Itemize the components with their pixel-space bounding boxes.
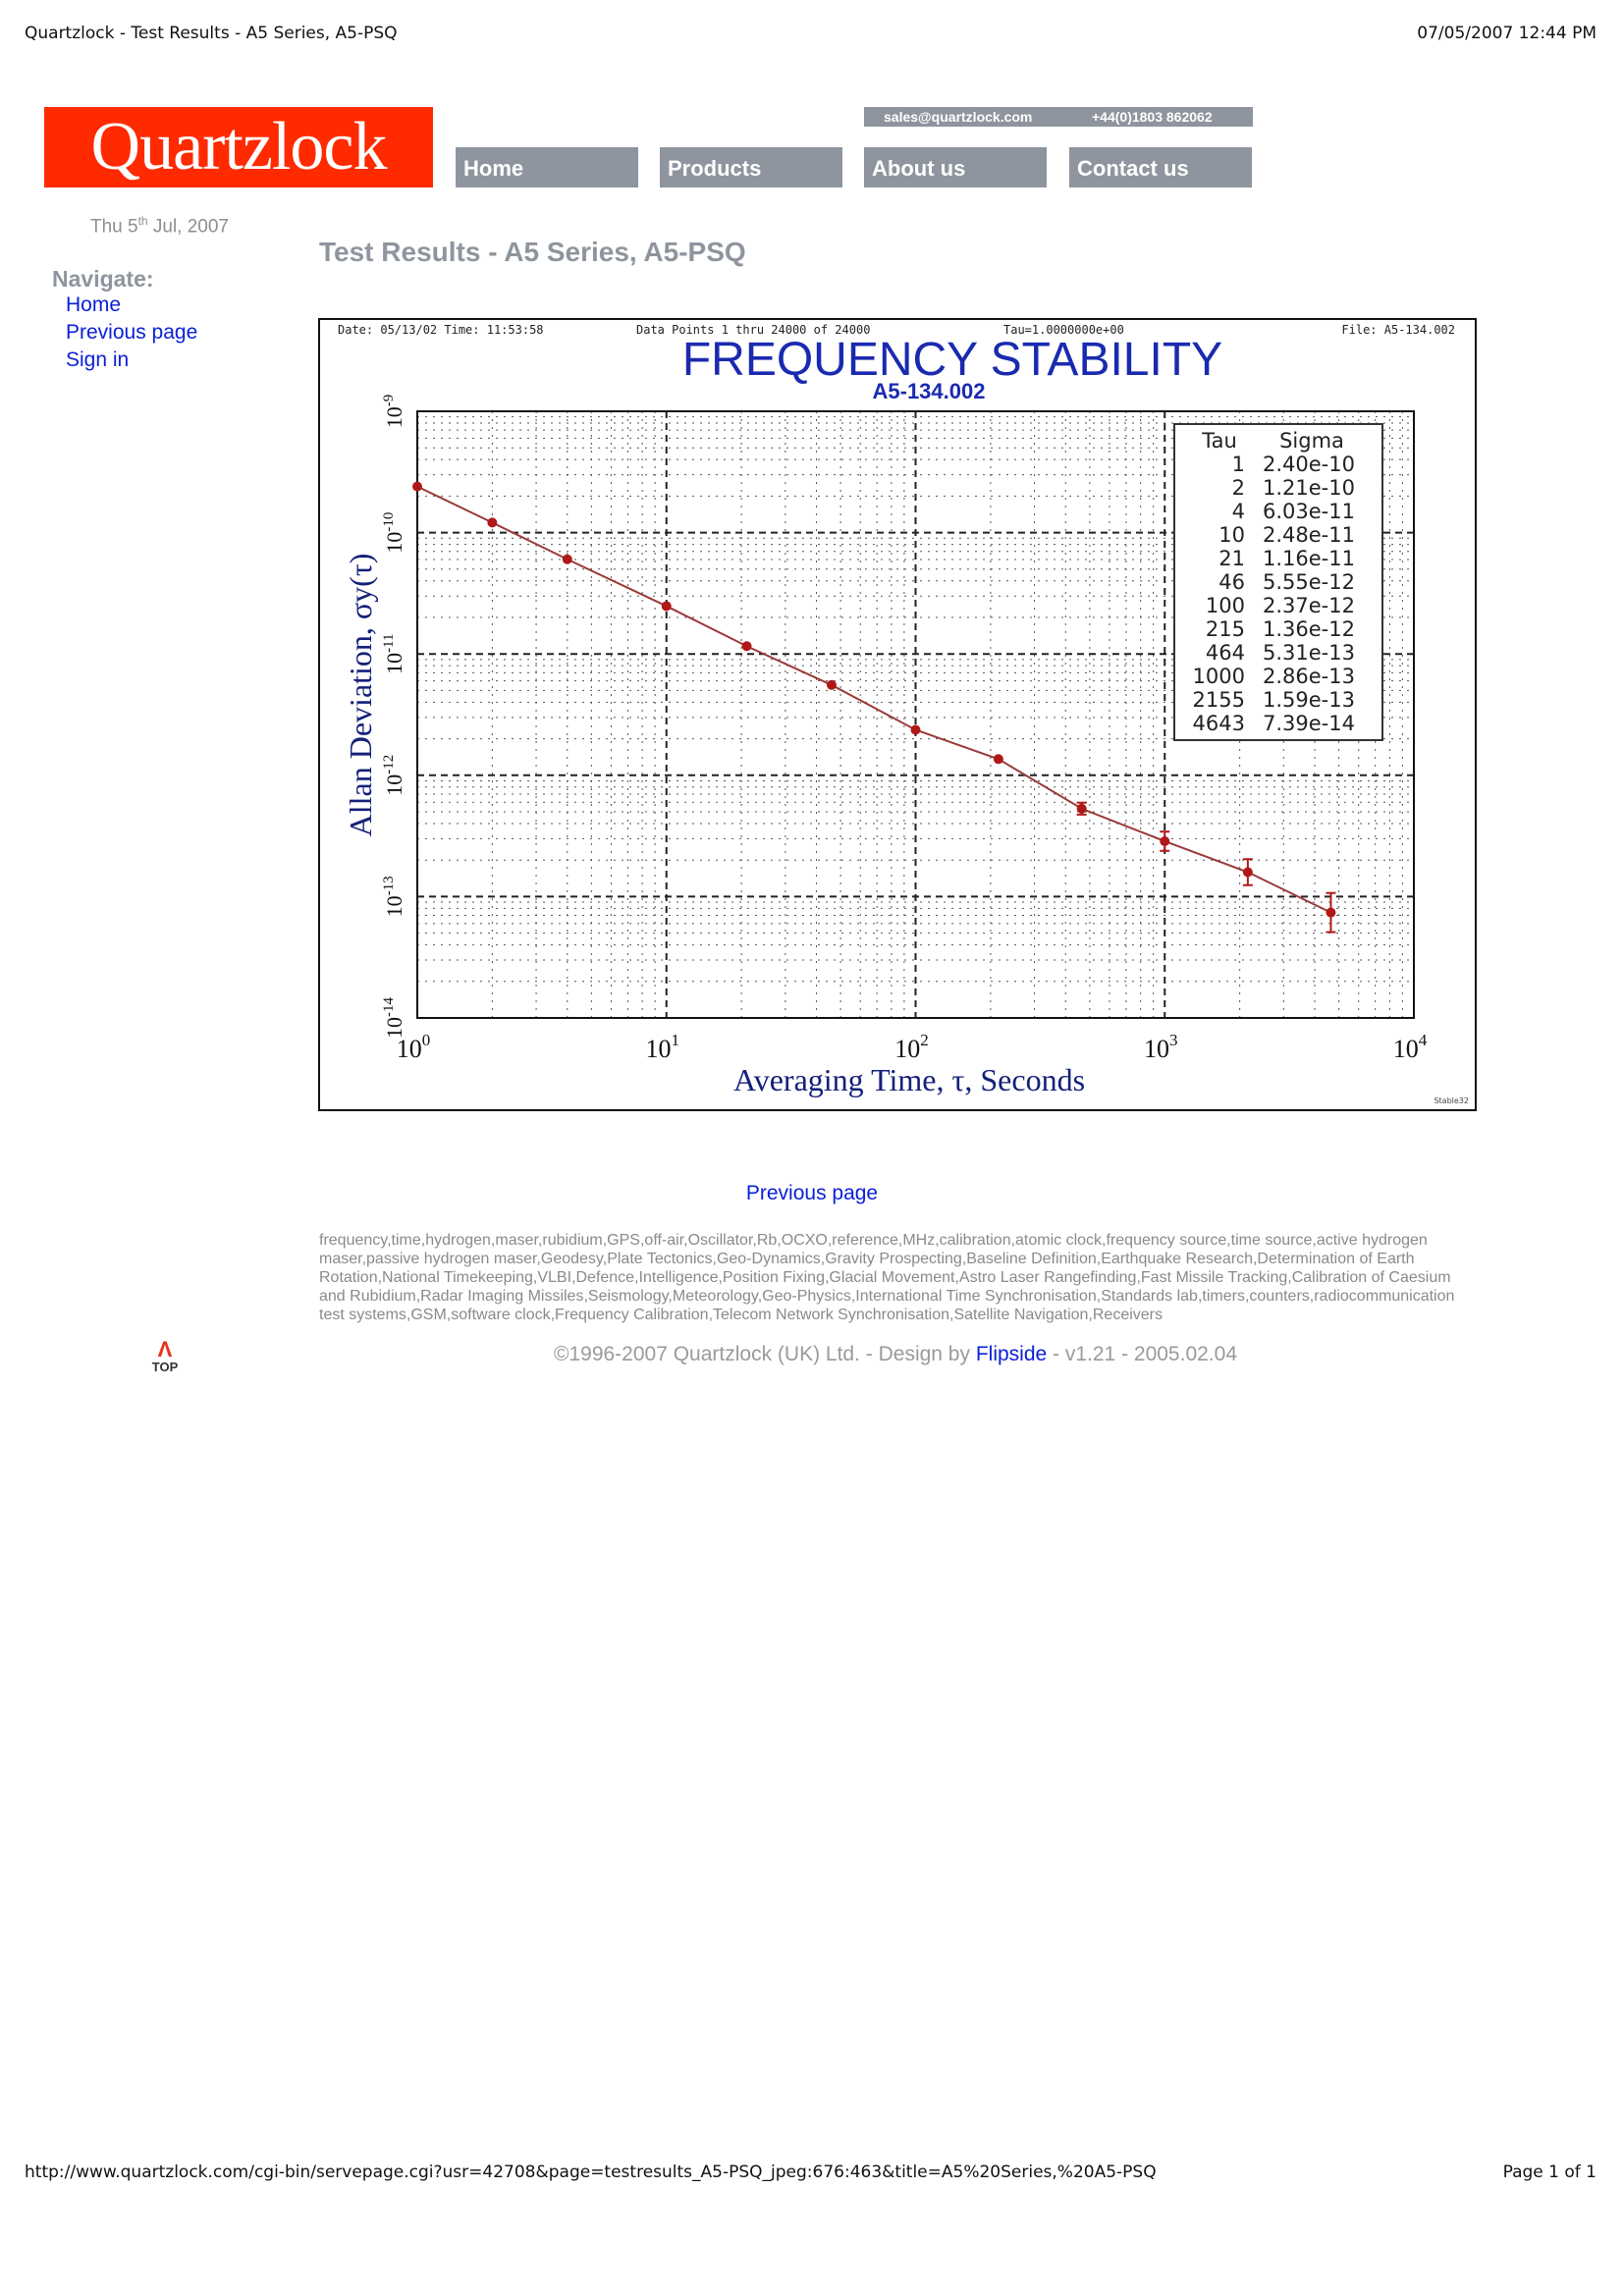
svg-text:100: $10^0$ [396,1031,431,1063]
svg-text:1.21e-10: 1.21e-10 [1263,476,1355,500]
svg-text:4: 4 [1231,500,1245,523]
svg-text:2155: 2155 [1192,688,1245,712]
nav-home[interactable]: Home [456,147,638,187]
back-to-top-button[interactable]: Λ TOP [145,1340,185,1374]
svg-text:10: 10 [1218,523,1245,547]
svg-text:10-14: $10^{-14}$ [381,997,406,1039]
sidebar-link-sign-in[interactable]: Sign in [66,348,130,371]
svg-text:10-13: $10^{-13}$ [381,876,406,918]
svg-text:10-11: $10^{-11}$ [381,633,406,674]
svg-text:2: 2 [1231,476,1245,500]
page-title: Test Results - A5 Series, A5-PSQ [319,237,746,267]
svg-text:7.39e-14: 7.39e-14 [1263,712,1355,735]
svg-text:6.03e-11: 6.03e-11 [1263,500,1355,523]
svg-text:101: $10^1$ [645,1031,679,1063]
svg-text:Stable32: Stable32 [1434,1096,1469,1105]
svg-text:File: A5-134.002: File: A5-134.002 [1341,323,1455,337]
svg-text:103: $10^3$ [1144,1031,1178,1063]
sidebar-link-home[interactable]: Home [66,294,122,316]
svg-text:Sigma: Sigma [1279,429,1344,453]
copyright: ©1996-2007 Quartzlock (UK) Ltd. - Design by Flipside - v1.21 - 2005.02.04 [553,1343,1238,1365]
print-footer-page: Page 1 of 1 [1502,2163,1597,2182]
svg-text:2.86e-13: 2.86e-13 [1263,665,1355,688]
svg-text:4643: 4643 [1192,712,1245,735]
svg-text:1.16e-11: 1.16e-11 [1263,547,1355,570]
quartzlock-logo[interactable]: Quartzlock [44,107,433,187]
current-date: Thu 5th Jul, 2007 [90,214,230,238]
svg-text:2.40e-10: 2.40e-10 [1263,453,1355,476]
print-footer-url: http://www.quartzlock.com/cgi-bin/servepage.cgi?usr=42708&page=testresults_A5-PSQ_jpeg:676:463&title=A5%20Series,%20A5-PSQ [25,2163,1157,2182]
svg-text:1.36e-12: 1.36e-12 [1263,617,1355,641]
svg-text:Averaging Time, τ, Seconds: Averaging Time, τ, Seconds [732,1062,1086,1097]
svg-text:Data Points 1 thru 24000 of 24: Data Points 1 thru 24000 of 24000 [636,323,871,337]
svg-text:102: $10^2$ [894,1031,929,1063]
svg-text:10-10: $10^{-10}$ [381,511,406,554]
svg-text:2.37e-12: 2.37e-12 [1263,594,1355,617]
svg-text:10-12: $10^{-12}$ [381,754,406,796]
keywords-text: frequency,time,hydrogen,maser,rubidium,GPS,off-air,Oscillator,Rb,OCXO,reference,MHz,calibration,atomic clock,frequency source,time source,active hydrogen maser,passive hydrogen maser,Geodesy,Plate Tectonics,Geo-Dynamics,Gravity Prospecting,Baseline Definition,Earthquake Research,Determination of Earth Rotation,National Timekeeping,VLBI,Defence,Intelligence,Position Fixing,Glacial Movement,Astro Laser Rangefinding,Fast Missile Tracking,Calibration of Caesium and Rubidium,Radar Imaging Missiles,Seismology,Meteorology,Geo-Physics,International Time Synchronisation,Standards lab,timers,counters,radiocommunication test systems,GSM,software clock,Frequency Calibration,Telecom Network Synchronisation,Satellite Navigation,Receivers [319,1232,1455,1323]
sidebar-link-previous-page[interactable]: Previous page [66,321,198,344]
contact-bar [864,107,1253,127]
svg-text:1: 1 [1231,453,1245,476]
svg-text:1.59e-13: 1.59e-13 [1263,688,1355,712]
svg-text:5.55e-12: 5.55e-12 [1263,570,1355,594]
svg-text:2.48e-11: 2.48e-11 [1263,523,1355,547]
print-header-title: Quartzlock - Test Results - A5 Series, A5-PSQ [25,24,398,43]
svg-text:100: 100 [1205,594,1245,617]
svg-text:Date: 05/13/02 Time: 11:53:58: Date: 05/13/02 Time: 11:53:58 [338,323,544,337]
svg-text:A5-134.002: A5-134.002 [872,379,986,403]
svg-text:Allan Deviation, σy(τ): Allan Deviation, σy(τ) [343,553,378,837]
svg-text:215: 215 [1205,617,1245,641]
frequency-stability-chart [318,318,1477,1111]
phone-number: +44(0)1803 862062 [1092,109,1213,125]
svg-text:10-9: $10^{-9}$ [381,394,406,429]
email-link[interactable]: sales@quartzlock.com [884,109,1033,125]
svg-text:21: 21 [1218,547,1245,570]
svg-text:464: 464 [1205,641,1245,665]
svg-text:46: 46 [1218,570,1245,594]
svg-text:1000: 1000 [1192,665,1245,688]
svg-text:104: $10^4$ [1392,1031,1428,1063]
navigate-heading: Navigate: [52,266,154,292]
svg-text:Tau=1.0000000e+00: Tau=1.0000000e+00 [1003,323,1124,337]
svg-text:FREQUENCY STABILITY: FREQUENCY STABILITY [681,334,1223,386]
flipside-link[interactable]: Flipside [975,1343,1048,1365]
chart-svg [320,320,1475,1109]
nav-contact-us[interactable]: Contact us [1069,147,1252,187]
svg-text:Tau: Tau [1202,429,1237,453]
nav-products[interactable]: Products [660,147,842,187]
svg-text:5.31e-13: 5.31e-13 [1263,641,1355,665]
previous-page-link[interactable]: Previous page [745,1182,879,1204]
print-header-datetime: 07/05/2007 12:44 PM [1417,24,1597,43]
nav-about-us[interactable]: About us [864,147,1047,187]
up-arrow-icon: Λ [157,1337,173,1362]
